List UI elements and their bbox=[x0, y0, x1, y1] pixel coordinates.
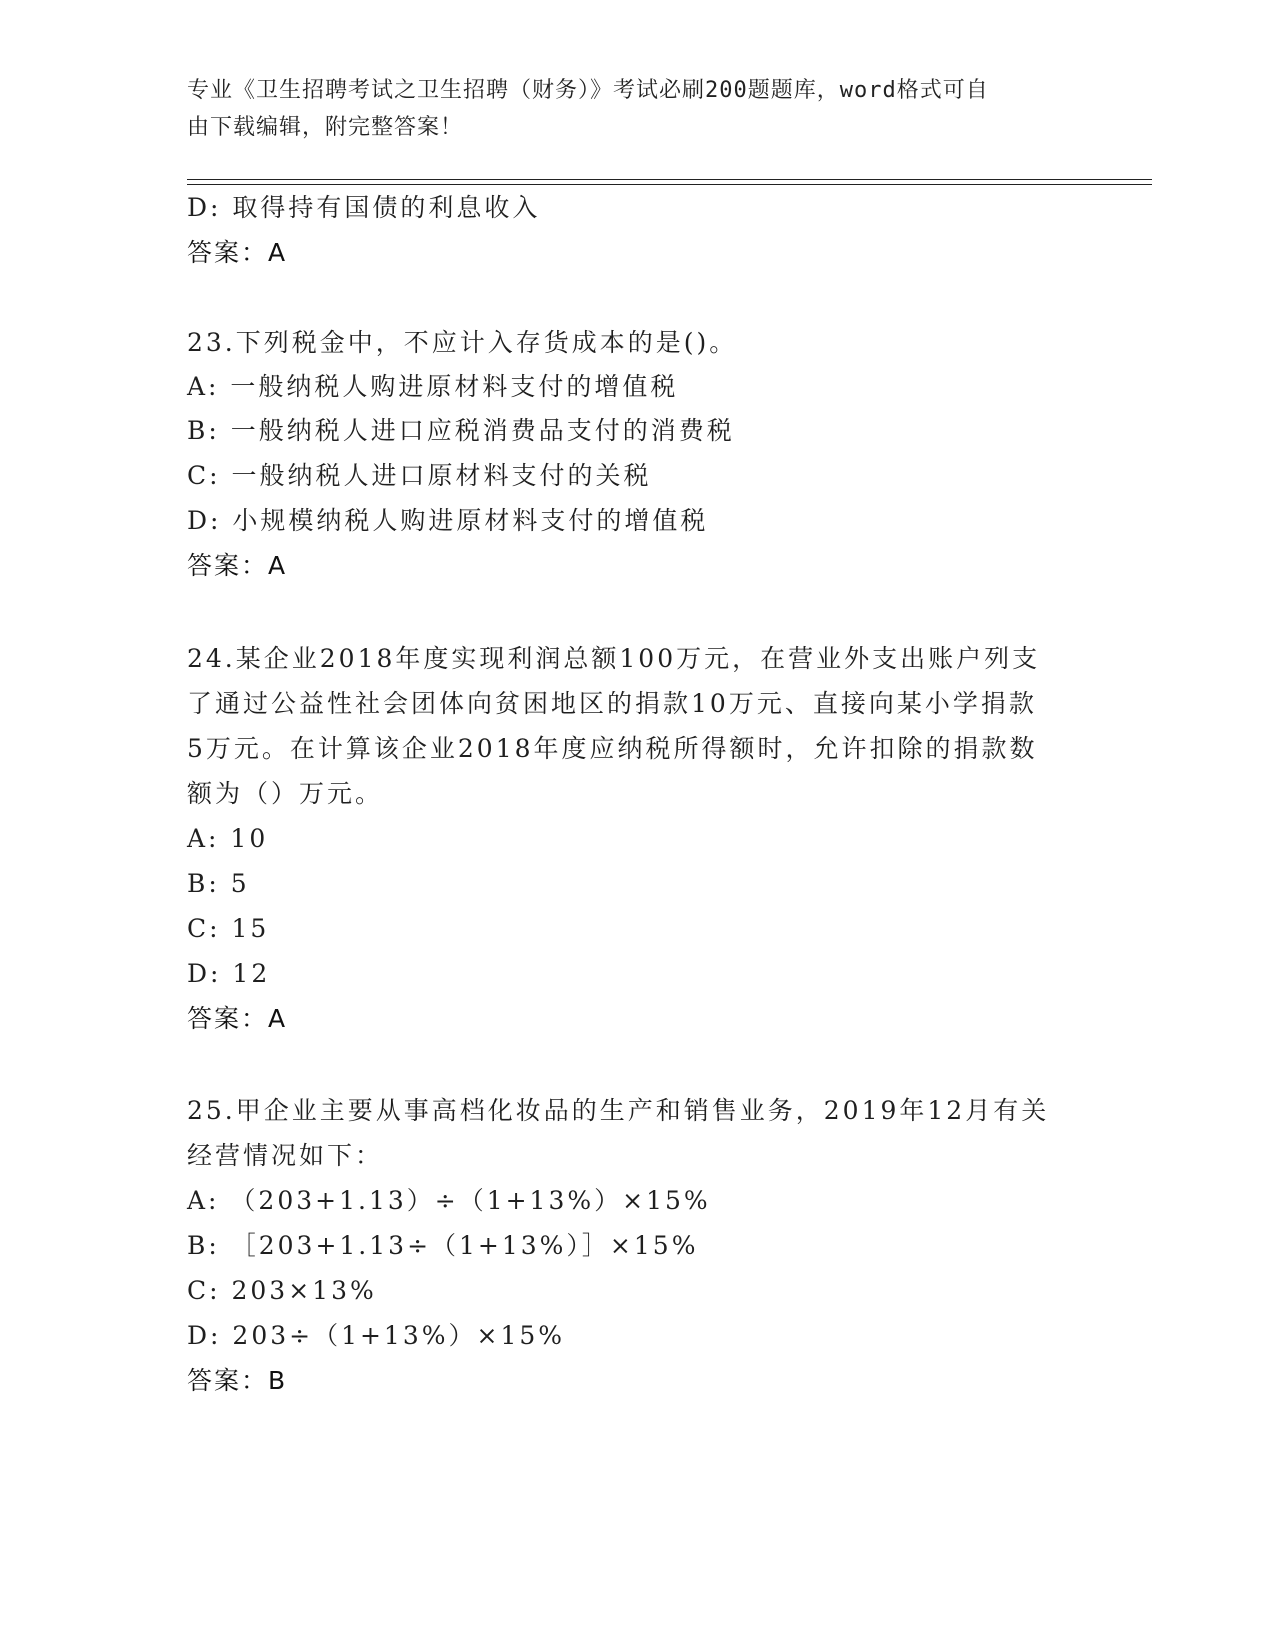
q23-option-d: D: 小规模纳税人购进原材料支付的增值税 bbox=[187, 506, 709, 535]
header-divider-top bbox=[187, 179, 1152, 180]
q24-stem-line-2: 了通过公益性社会团体向贫困地区的捐款10万元、直接向某小学捐款 bbox=[187, 689, 1037, 718]
q23-stem: 23.下列税金中，不应计入存货成本的是()。 bbox=[187, 328, 738, 357]
q23-answer: 答案：A bbox=[187, 551, 288, 580]
q25-stem-line-2: 经营情况如下： bbox=[187, 1141, 384, 1170]
q24-option-a: A: 10 bbox=[187, 824, 269, 853]
document-header bbox=[187, 72, 1067, 146]
q25-option-a: A: （203+1.13）÷（1+13%）×15% bbox=[187, 1186, 711, 1215]
q25-option-b: B: ［203+1.13÷（1+13%）］×15% bbox=[187, 1231, 699, 1260]
header-divider-bottom bbox=[187, 184, 1152, 185]
q22-answer: 答案：A bbox=[187, 238, 288, 267]
q25-option-c: C: 203×13% bbox=[187, 1276, 377, 1305]
q24-stem-line-1: 24.某企业2018年度实现利润总额100万元，在营业外支出账户列支 bbox=[187, 644, 1041, 673]
q24-stem-line-3: 5万元。在计算该企业2018年度应纳税所得额时，允许扣除的捐款数 bbox=[187, 734, 1038, 763]
q22-option-d: D: 取得持有国债的利息收入 bbox=[187, 193, 541, 222]
q25-option-d: D: 203÷（1+13%）×15% bbox=[187, 1321, 566, 1350]
q23-option-c: C: 一般纳税人进口原材料支付的关税 bbox=[187, 461, 652, 490]
q25-stem-line-1: 25.甲企业主要从事高档化妆品的生产和销售业务，2019年12月有关 bbox=[187, 1096, 1050, 1125]
q23-option-b: B: 一般纳税人进口应税消费品支付的消费税 bbox=[187, 416, 735, 445]
header-line-1: 专业《卫生招聘考试之卫生招聘（财务）》考试必刷200题题库，word格式可自 bbox=[187, 78, 989, 103]
header-line-2: 由下载编辑，附完整答案！ bbox=[187, 115, 464, 140]
q25-answer: 答案：B bbox=[187, 1366, 288, 1395]
q24-answer: 答案：A bbox=[187, 1004, 288, 1033]
q24-option-c: C: 15 bbox=[187, 914, 270, 943]
q24-option-d: D: 12 bbox=[187, 959, 271, 988]
q23-option-a: A: 一般纳税人购进原材料支付的增值税 bbox=[187, 372, 679, 401]
q24-stem-line-4: 额为（）万元。 bbox=[187, 779, 384, 808]
q24-option-b: B: 5 bbox=[187, 869, 250, 898]
